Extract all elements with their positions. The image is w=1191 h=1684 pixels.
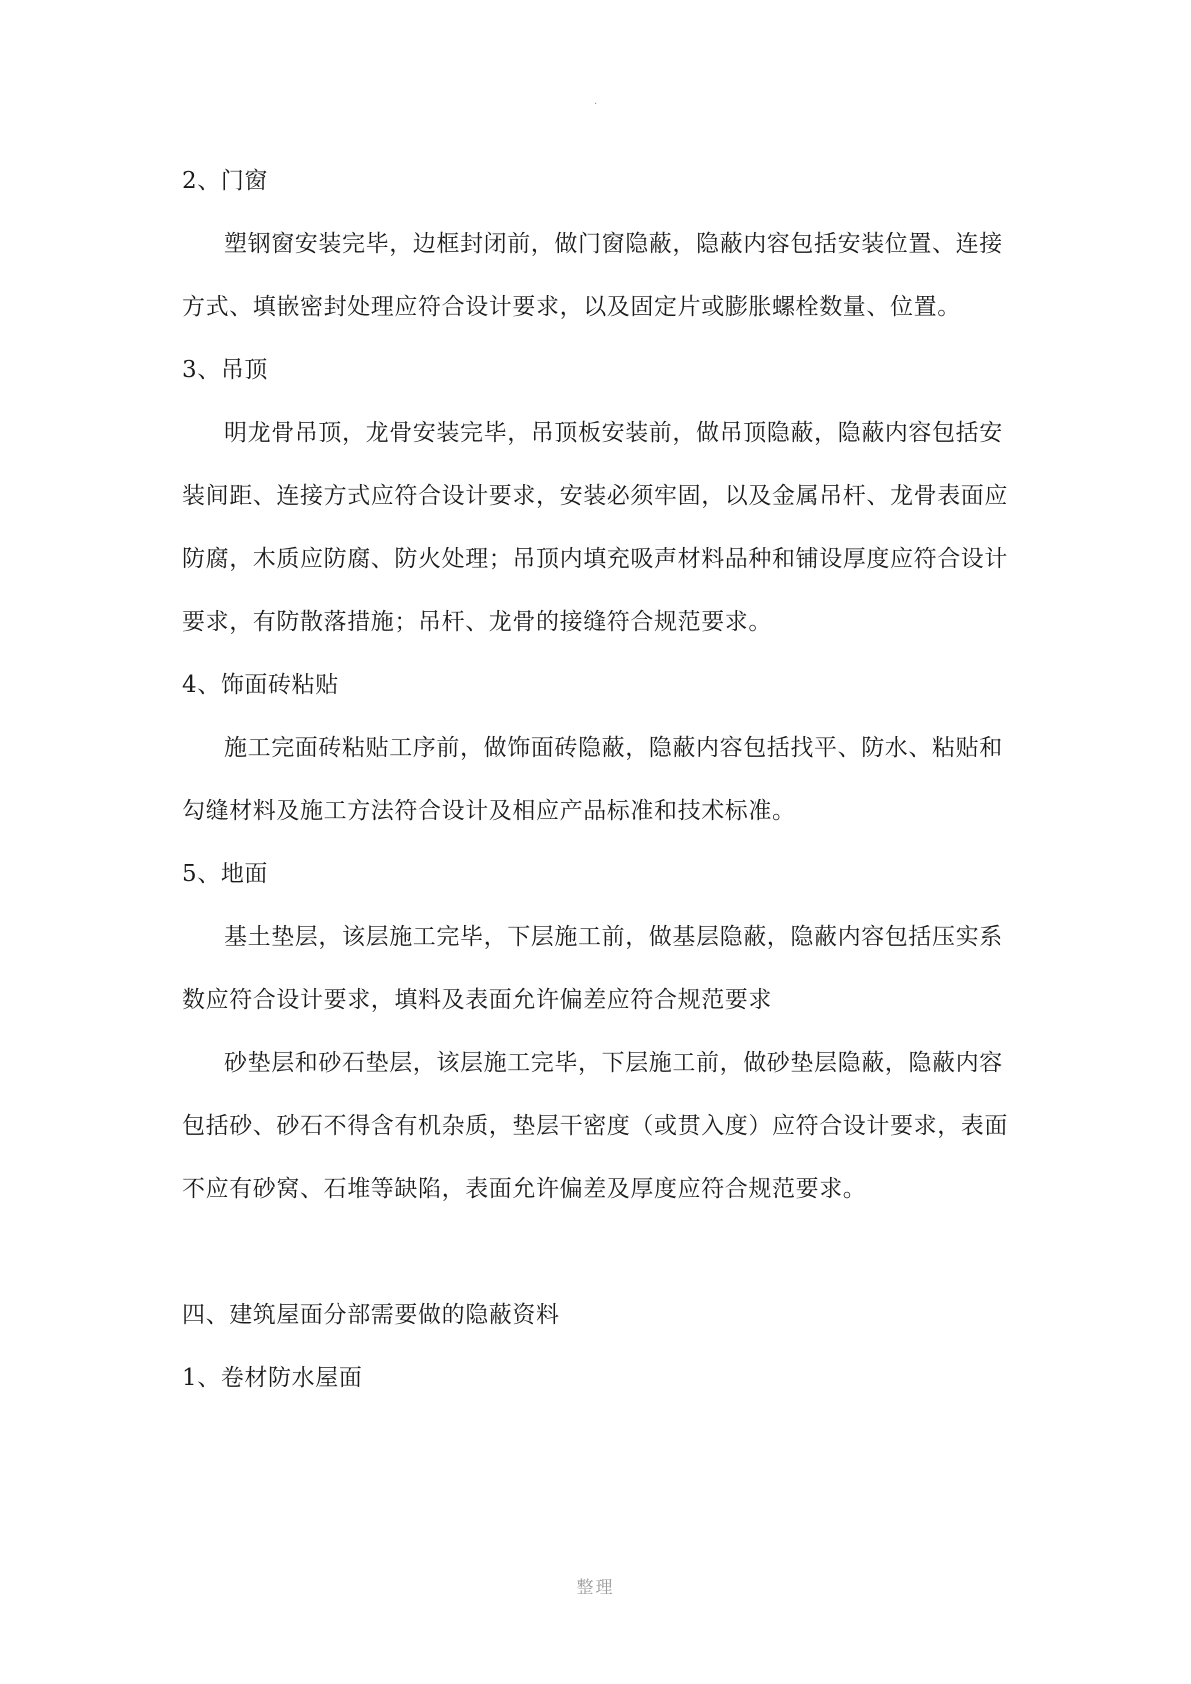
paragraph-line: 塑钢窗安装完毕，边框封闭前，做门窗隐蔽，隐蔽内容包括安装位置、连接 [224, 231, 1003, 257]
paragraph-line: 基土垫层，该层施工完毕，下层施工前，做基层隐蔽，隐蔽内容包括压实系 [224, 924, 1003, 950]
chapter-heading-roofing: 四、建筑屋面分部需要做的隐蔽资料 [182, 1302, 560, 1328]
section-heading-ceiling: 3、吊顶 [182, 357, 269, 383]
paragraph-line: 包括砂、砂石不得含有机杂质，垫层干密度（或贯入度）应符合设计要求，表面 [182, 1113, 1008, 1139]
paragraph-line: 数应符合设计要求，填料及表面允许偏差应符合规范要求 [182, 987, 772, 1013]
page-footer: 整理 [576, 1578, 615, 1598]
paragraph-line: 施工完面砖粘贴工序前，做饰面砖隐蔽，隐蔽内容包括找平、防水、粘贴和 [224, 735, 1003, 761]
paragraph-line: 防腐，木质应防腐、防火处理；吊顶内填充吸声材料品种和铺设厚度应符合设计 [182, 546, 1008, 572]
paragraph-line: 不应有砂窝、石堆等缺陷，表面允许偏差及厚度应符合规范要求。 [182, 1176, 867, 1202]
blank-line [182, 1221, 1020, 1284]
paragraph-line: 装间距、连接方式应符合设计要求，安装必须牢固，以及金属吊杆、龙骨表面应 [182, 483, 1008, 509]
section-heading-tile-facing: 4、饰面砖粘贴 [182, 672, 339, 698]
paragraph-line: 方式、填嵌密封处理应符合设计要求，以及固定片或膨胀螺栓数量、位置。 [182, 294, 961, 320]
header-mark: . [594, 96, 598, 107]
section-heading-floor: 5、地面 [182, 861, 269, 887]
document-body [182, 150, 1020, 1410]
paragraph-line: 要求，有防散落措施；吊杆、龙骨的接缝符合规范要求。 [182, 609, 772, 635]
paragraph-line: 砂垫层和砂石垫层，该层施工完毕，下层施工前，做砂垫层隐蔽，隐蔽内容 [224, 1050, 1003, 1076]
paragraph-line: 明龙骨吊顶，龙骨安装完毕，吊顶板安装前，做吊顶隐蔽，隐蔽内容包括安 [224, 420, 1003, 446]
section-heading-doors-windows: 2、门窗 [182, 168, 269, 194]
section-heading-membrane-roof: 1、卷材防水屋面 [182, 1365, 363, 1391]
paragraph-line: 勾缝材料及施工方法符合设计及相应产品标准和技术标准。 [182, 798, 796, 824]
